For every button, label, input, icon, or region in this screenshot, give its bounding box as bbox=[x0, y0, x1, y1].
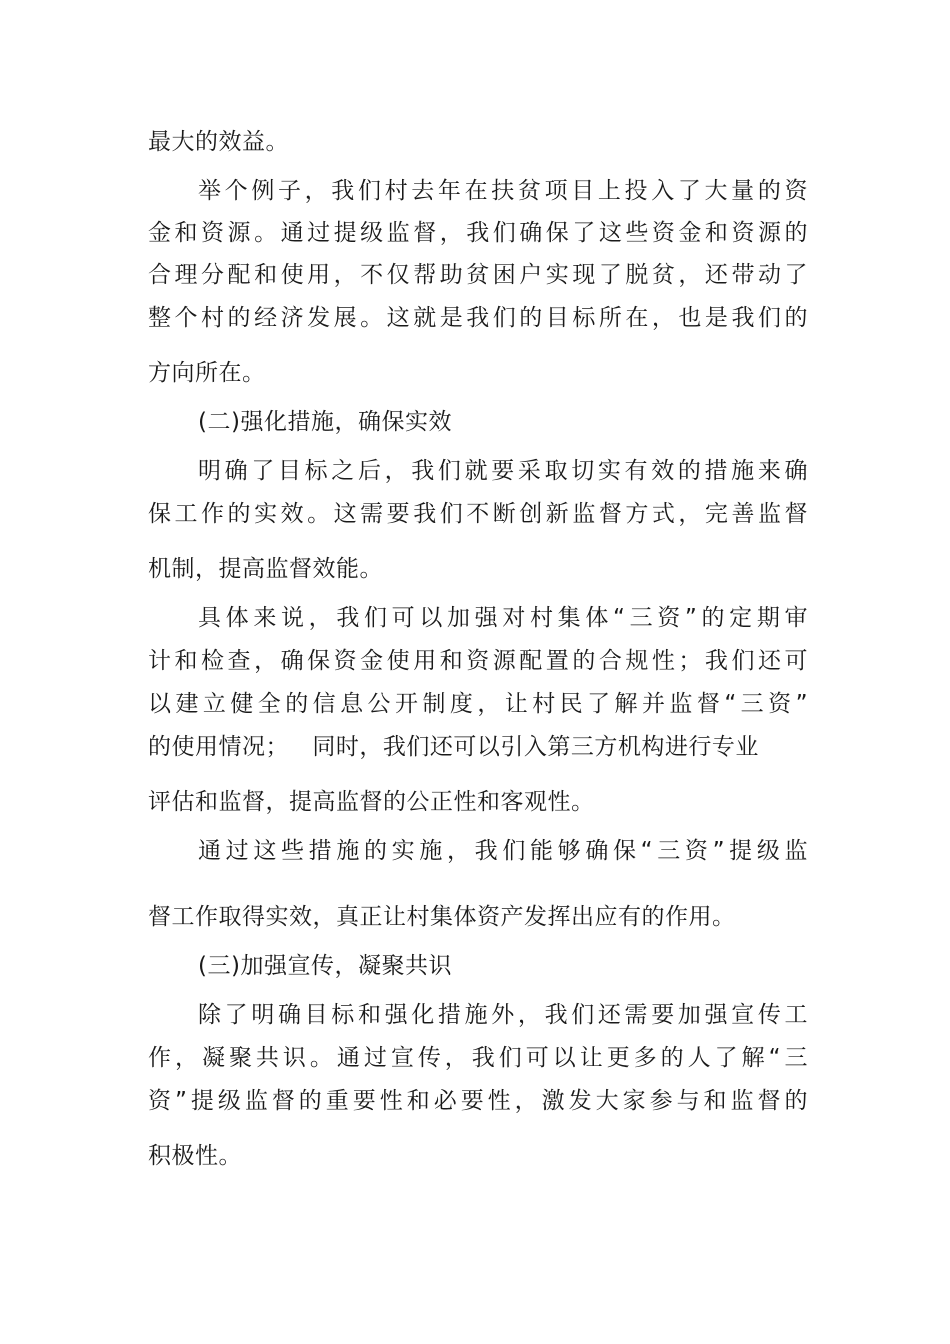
paragraph-line: 作，凝聚共识。通过宣传，我们可以让更多的人了解“三 bbox=[148, 1045, 808, 1071]
paragraph-line: 督工作取得实效，真正让村集体资产发挥出应有的作用。 bbox=[148, 904, 736, 930]
section-heading: (三)加强宣传，凝聚共识 bbox=[198, 953, 452, 979]
paragraph-line: 具体来说，我们可以加强对村集体“三资”的定期审 bbox=[198, 605, 808, 631]
paragraph-line: 计和检查，确保资金使用和资源配置的合规性；我们还可 bbox=[148, 648, 808, 674]
paragraph-line: 资”提级监督的重要性和必要性，激发大家参与和监督的 bbox=[148, 1088, 808, 1114]
paragraph-line: 金和资源。通过提级监督，我们确保了这些资金和资源的 bbox=[148, 220, 808, 246]
section-heading: (二)强化措施，确保实效 bbox=[198, 409, 452, 435]
paragraph-line: 除了明确目标和强化措施外，我们还需要加强宣传工 bbox=[198, 1002, 808, 1028]
paragraph-line: 整个村的经济发展。这就是我们的目标所在，也是我们的 bbox=[148, 305, 808, 331]
paragraph-line: 积极性。 bbox=[148, 1143, 242, 1169]
paragraph-line: 合理分配和使用，不仅帮助贫困户实现了脱贫，还带动了 bbox=[148, 262, 808, 288]
paragraph-line: 的使用情况； 同时，我们还可以引入第三方机构进行专业 bbox=[148, 734, 759, 760]
paragraph-line: 最大的效益。 bbox=[148, 129, 289, 155]
paragraph-line: 以建立健全的信息公开制度，让村民了解并监督“三资” bbox=[148, 691, 808, 717]
paragraph-line: 机制，提高监督效能。 bbox=[148, 556, 383, 582]
paragraph-line: 方向所在。 bbox=[148, 360, 266, 386]
paragraph-line: 评估和监督，提高监督的公正性和客观性。 bbox=[148, 789, 595, 815]
paragraph-line: 通过这些措施的实施，我们能够确保“三资”提级监 bbox=[198, 838, 808, 864]
paragraph-line: 明确了目标之后，我们就要采取切实有效的措施来确 bbox=[198, 458, 808, 484]
paragraph-line: 举个例子，我们村去年在扶贫项目上投入了大量的资 bbox=[198, 178, 808, 204]
paragraph-line: 保工作的实效。这需要我们不断创新监督方式，完善监督 bbox=[148, 501, 808, 527]
